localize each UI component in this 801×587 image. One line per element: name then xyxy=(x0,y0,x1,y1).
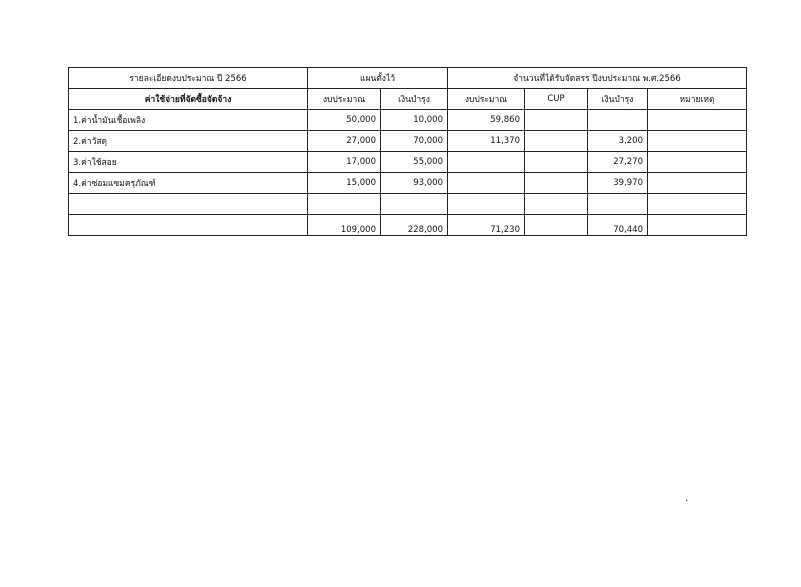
row-alloc-maint xyxy=(588,194,648,215)
row-item: 2.ค่าวัสดุ xyxy=(69,131,308,152)
row-item: 3.ค่าใช้สอย xyxy=(69,152,308,173)
table-row xyxy=(69,110,747,131)
header-plan-budget: งบประมาณ xyxy=(308,89,381,110)
table-row xyxy=(69,152,747,173)
row-alloc-budget xyxy=(448,194,525,215)
row-alloc-maint: 27,270 xyxy=(588,152,648,173)
row-alloc-budget xyxy=(448,152,525,173)
row-remark xyxy=(648,194,747,215)
table-row xyxy=(69,194,747,215)
header-alloc-cup: CUP xyxy=(525,89,588,110)
row-alloc-budget: 59,860 xyxy=(448,110,525,131)
header-detail: รายละเอียดงบประมาณ ปี 2566 xyxy=(69,68,308,89)
row-plan-budget: 50,000 xyxy=(308,110,381,131)
row-alloc-cup xyxy=(525,194,588,215)
row-alloc-cup xyxy=(525,131,588,152)
row-alloc-maint: 39,970 xyxy=(588,173,648,194)
header-plan: แผนตั้งไว้ xyxy=(308,68,448,89)
row-alloc-maint: 3,200 xyxy=(588,131,648,152)
total-item xyxy=(69,215,308,236)
total-alloc-cup xyxy=(525,215,588,236)
row-remark xyxy=(648,173,747,194)
row-remark xyxy=(648,110,747,131)
total-alloc-maint: 70,440 xyxy=(588,215,648,236)
row-plan-budget: 27,000 xyxy=(308,131,381,152)
row-alloc-maint xyxy=(588,110,648,131)
row-alloc-budget: 11,370 xyxy=(448,131,525,152)
row-item xyxy=(69,194,308,215)
row-plan-maint: 70,000 xyxy=(381,131,448,152)
header-alloc-maint: เงินบำรุง xyxy=(588,89,648,110)
row-alloc-cup xyxy=(525,152,588,173)
row-alloc-cup xyxy=(525,110,588,131)
header-allocated: จำนวนที่ได้รับจัดสรร ปีงบประมาณ พ.ศ.2566 xyxy=(448,68,747,89)
budget-table xyxy=(68,67,747,236)
row-remark xyxy=(648,152,747,173)
total-row xyxy=(69,215,747,236)
row-plan-maint: 55,000 xyxy=(381,152,448,173)
header-row-2 xyxy=(69,89,747,110)
row-plan-budget: 17,000 xyxy=(308,152,381,173)
total-remark xyxy=(648,215,747,236)
row-alloc-budget xyxy=(448,173,525,194)
header-row-1 xyxy=(69,68,747,89)
row-plan-budget xyxy=(308,194,381,215)
row-alloc-cup xyxy=(525,173,588,194)
header-alloc-budget: งบประมาณ xyxy=(448,89,525,110)
header-item: ค่าใช้จ่ายที่จัดซื้อจัดจ้าง xyxy=(69,89,308,110)
footer-mark: . xyxy=(685,493,689,504)
row-plan-maint: 93,000 xyxy=(381,173,448,194)
table-row xyxy=(69,173,747,194)
row-item: 4.ค่าซ่อมแซมครุภัณฑ์ xyxy=(69,173,308,194)
total-alloc-budget: 71,230 xyxy=(448,215,525,236)
total-plan-budget: 109,000 xyxy=(308,215,381,236)
row-plan-maint xyxy=(381,194,448,215)
row-plan-budget: 15,000 xyxy=(308,173,381,194)
total-plan-maint: 228,000 xyxy=(381,215,448,236)
row-remark xyxy=(648,131,747,152)
table-row xyxy=(69,131,747,152)
row-plan-maint: 10,000 xyxy=(381,110,448,131)
header-remark: หมายเหตุ xyxy=(648,89,747,110)
row-item: 1.ค่าน้ำมันเชื้อเพลิง xyxy=(69,110,308,131)
header-plan-maint: เงินบำรุง xyxy=(381,89,448,110)
